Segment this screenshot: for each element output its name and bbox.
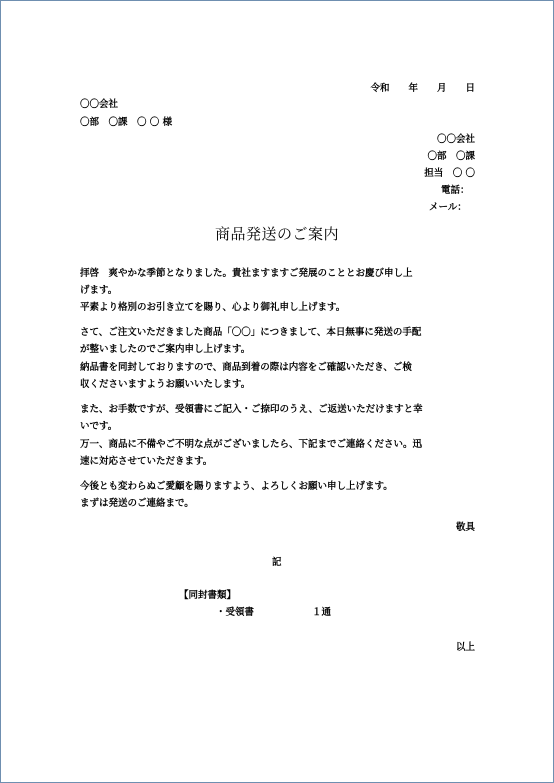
body-line: 万一、商品に不備やご不明な点がございましたら、下記までご連絡ください。迅 xyxy=(80,439,423,450)
body-line: 納品書を同封しておりますので、商品到着の際は内容をご確認いただき、ご検 xyxy=(80,362,412,373)
ki-heading: 記 xyxy=(272,557,282,568)
sender-company: 〇〇会社 xyxy=(436,134,475,145)
enclosure-heading: 【同封書類】 xyxy=(179,590,237,601)
sender-email: メール： xyxy=(429,202,467,213)
body-line: また、お手数ですが、受領書にご記入・ご捺印のうえ、ご返送いただけますと幸 xyxy=(80,404,423,415)
closing-ijou: 以上 xyxy=(455,642,475,653)
body-line: げます。 xyxy=(80,285,118,296)
body-line: いです。 xyxy=(80,421,118,432)
closing-keigu: 敬具 xyxy=(455,522,475,533)
sender-person: 担当 〇 〇 xyxy=(424,168,475,179)
body-line: が整いましたのでご案内申し上げます。 xyxy=(80,344,251,355)
enclosure-item-name: ・受領書 xyxy=(216,607,255,618)
enclosure-item-qty: １通 xyxy=(312,607,332,618)
letter-title: 商品発送のご案内 xyxy=(214,225,339,243)
body-line: 収くださいますようお願いいたします。 xyxy=(80,379,251,390)
body-line: まずは発送のご連絡まで。 xyxy=(80,498,194,509)
letter-date: 令和 年 月 日 xyxy=(370,83,475,94)
body-line: 今後とも変わらぬご愛顧を賜りますよう、よろしくお願い申し上げます。 xyxy=(80,481,393,492)
sender-department: 〇部 〇課 xyxy=(427,151,475,162)
body-line: 拝啓 爽やかな季節となりました。貴社ますますご発展のこととお慶び申し上 xyxy=(80,268,413,279)
body-line: 平素より格別のお引き立てを賜り、心より御礼申し上げます。 xyxy=(80,302,346,313)
recipient-person: 〇部 〇課 〇 〇 様 xyxy=(80,117,173,128)
body-line: さて、ご注文いただきました商品「〇〇」につきまして、本日無事に発送の手配 xyxy=(80,327,422,338)
sender-phone: 電話： xyxy=(441,185,470,196)
body-line: 速に対応させていただきます。 xyxy=(80,456,213,467)
recipient-company: 〇〇会社 xyxy=(80,99,119,110)
